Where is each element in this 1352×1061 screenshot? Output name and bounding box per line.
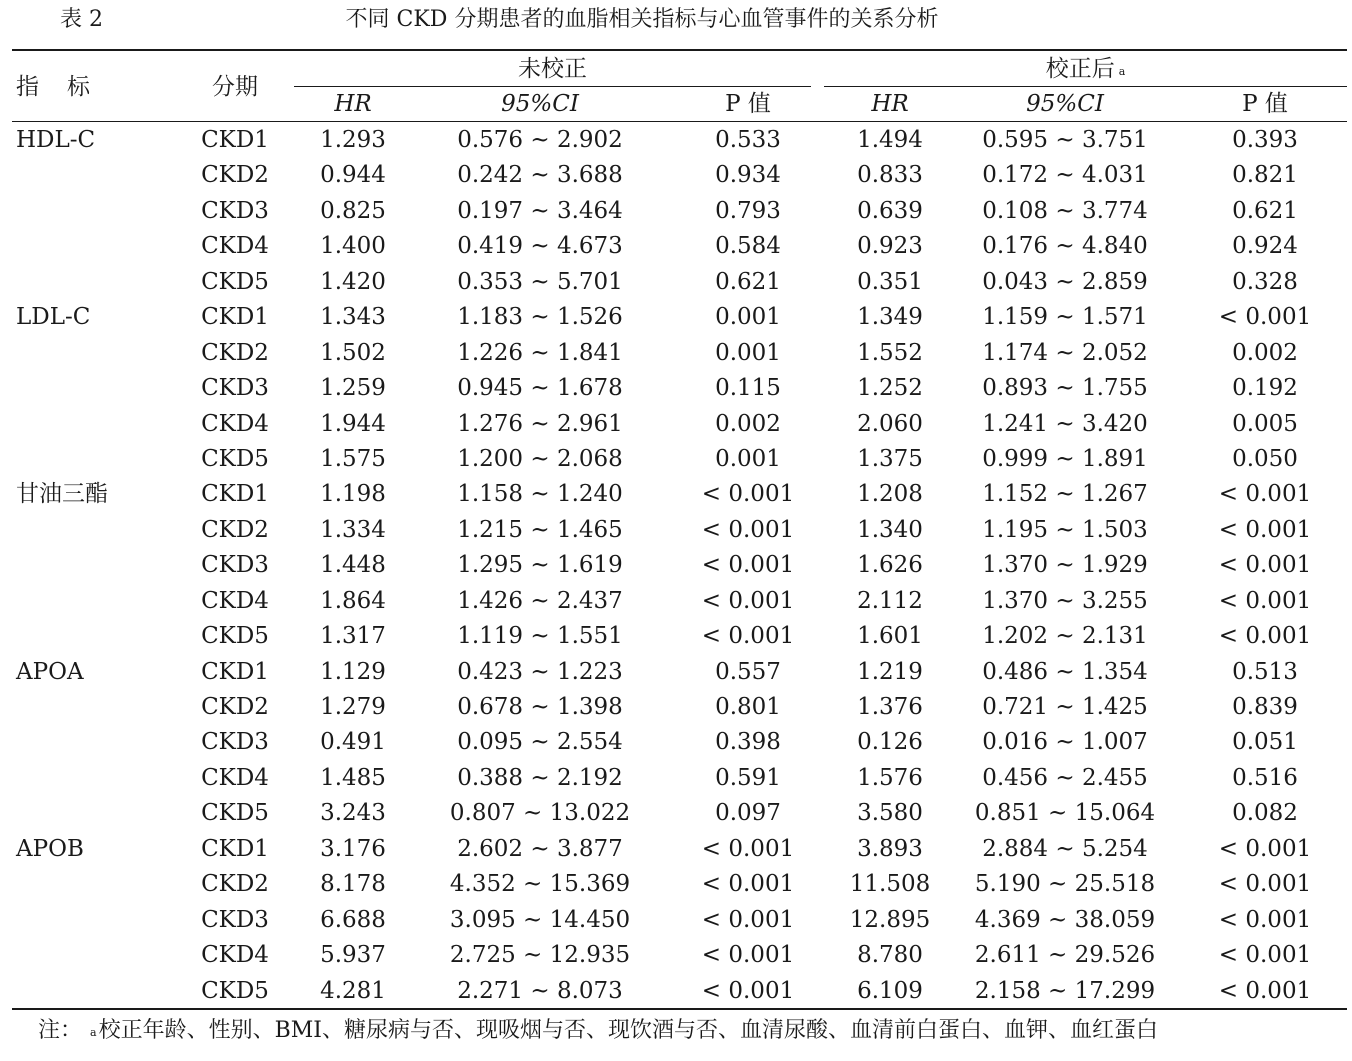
hr-adjusted-cell: 1.219 [857, 658, 923, 685]
table-row [0, 938, 1352, 973]
ci-adjusted-cell: 0.456 ~ 2.455 [982, 764, 1148, 791]
p-unadjusted-cell: < 0.001 [701, 871, 795, 898]
p-adjusted-cell: < 0.001 [1218, 587, 1312, 614]
indicator-cell: HDL-C [16, 127, 96, 153]
p-unadjusted-cell: 0.934 [715, 162, 781, 189]
ci-adjusted-cell: 0.108 ~ 3.774 [982, 197, 1148, 224]
stage-cell: CKD5 [201, 623, 269, 650]
stage-cell: CKD3 [201, 552, 269, 579]
table-row [0, 832, 1352, 867]
stage-cell: CKD3 [201, 729, 269, 756]
ci-unadjusted-cell: 2.602 ~ 3.877 [457, 835, 623, 862]
header-adjusted-footnote-mark: a [1118, 65, 1126, 78]
stage-cell: CKD3 [201, 906, 269, 933]
p-adjusted-cell: 0.839 [1232, 694, 1298, 720]
stage-cell: CKD3 [201, 375, 269, 402]
ci-unadjusted-cell: 2.725 ~ 12.935 [449, 942, 631, 969]
hr-unadjusted-cell: 1.259 [320, 375, 386, 402]
ci-unadjusted-cell: 0.388 ~ 2.192 [457, 764, 623, 791]
p-adjusted-cell: < 0.001 [1218, 516, 1312, 543]
p-adjusted-cell: < 0.001 [1218, 942, 1312, 969]
p-unadjusted-cell: < 0.001 [701, 977, 795, 1004]
header-ci-adjusted: 95%CI [1026, 91, 1104, 117]
p-adjusted-cell: < 0.001 [1218, 835, 1312, 862]
table-row [0, 690, 1352, 725]
ci-adjusted-cell: 0.172 ~ 4.031 [982, 162, 1148, 189]
table-row [0, 584, 1352, 619]
table-footnote [38, 1013, 1158, 1049]
p-unadjusted-cell: 0.557 [715, 658, 781, 685]
ci-unadjusted-cell: 3.095 ~ 14.450 [449, 906, 631, 933]
ci-unadjusted-cell: 0.419 ~ 4.673 [457, 233, 623, 260]
p-unadjusted-cell: 0.584 [715, 233, 781, 260]
table-row [0, 655, 1352, 690]
table-caption [0, 2, 1352, 38]
table-row [0, 761, 1352, 796]
p-adjusted-cell: 0.051 [1232, 729, 1298, 756]
header-hr-unadjusted: HR [334, 91, 372, 117]
hr-adjusted-cell: 3.580 [857, 800, 923, 827]
stage-cell: CKD1 [201, 481, 269, 508]
table-row [0, 229, 1352, 264]
hr-adjusted-cell: 1.208 [857, 481, 923, 508]
ci-unadjusted-cell: 4.352 ~ 15.369 [449, 871, 631, 898]
ci-adjusted-cell: 1.202 ~ 2.131 [982, 623, 1148, 650]
p-adjusted-cell: 0.082 [1232, 800, 1298, 827]
header-indicator: 指标 [16, 74, 118, 100]
stage-cell: CKD4 [201, 942, 269, 969]
ci-unadjusted-cell: 0.807 ~ 13.022 [449, 800, 631, 827]
hr-unadjusted-cell: 6.688 [320, 906, 386, 933]
hr-adjusted-cell: 1.576 [857, 764, 923, 791]
table-row [0, 548, 1352, 583]
header-hr-adjusted: HR [871, 91, 909, 117]
p-adjusted-cell: < 0.001 [1218, 871, 1312, 898]
stage-cell: CKD2 [201, 162, 269, 189]
ci-unadjusted-cell: 1.183 ~ 1.526 [457, 304, 623, 331]
ci-adjusted-cell: 4.369 ~ 38.059 [974, 906, 1156, 933]
stage-cell: CKD4 [201, 233, 269, 260]
hr-adjusted-cell: 1.494 [857, 127, 923, 153]
p-unadjusted-cell: 0.002 [715, 410, 781, 437]
ci-adjusted-cell: 2.158 ~ 17.299 [974, 977, 1156, 1004]
hr-unadjusted-cell: 1.502 [320, 339, 386, 366]
header-group-unadjusted-label: 未校正 [518, 56, 587, 82]
hr-adjusted-cell: 3.893 [857, 835, 923, 862]
ci-adjusted-cell: 0.893 ~ 1.755 [982, 375, 1148, 402]
ci-adjusted-cell: 1.370 ~ 3.255 [982, 587, 1148, 614]
p-unadjusted-cell: < 0.001 [701, 552, 795, 579]
header-ci-unadjusted: 95%CI [501, 91, 579, 117]
hr-adjusted-cell: 1.375 [857, 445, 923, 472]
hr-adjusted-cell: 0.639 [857, 197, 923, 224]
table-row [0, 867, 1352, 902]
hr-unadjusted-cell: 1.400 [320, 233, 386, 260]
stage-cell: CKD2 [201, 694, 269, 720]
ci-unadjusted-cell: 1.200 ~ 2.068 [457, 445, 623, 472]
p-unadjusted-cell: < 0.001 [701, 942, 795, 969]
ci-adjusted-cell: 0.999 ~ 1.891 [982, 445, 1148, 472]
header-p-unadjusted: P 值 [725, 91, 771, 117]
ci-unadjusted-cell: 1.426 ~ 2.437 [457, 587, 623, 614]
ci-adjusted-cell: 0.043 ~ 2.859 [982, 268, 1148, 295]
p-adjusted-cell: 0.393 [1232, 127, 1298, 153]
hr-adjusted-cell: 2.060 [857, 410, 923, 437]
ci-adjusted-cell: 1.370 ~ 1.929 [982, 552, 1148, 579]
hr-adjusted-cell: 1.376 [857, 694, 923, 720]
top-rule [12, 49, 1347, 51]
hr-unadjusted-cell: 1.279 [320, 694, 386, 720]
hr-adjusted-cell: 8.780 [857, 942, 923, 969]
ci-adjusted-cell: 2.611 ~ 29.526 [974, 942, 1156, 969]
ci-unadjusted-cell: 0.353 ~ 5.701 [457, 268, 623, 295]
table-row [0, 300, 1352, 335]
p-unadjusted-cell: 0.398 [715, 729, 781, 756]
hr-adjusted-cell: 1.601 [857, 623, 923, 650]
footnote-mark: a [90, 1026, 97, 1039]
p-unadjusted-cell: 0.115 [715, 375, 781, 402]
ci-adjusted-cell: 1.174 ~ 2.052 [982, 339, 1148, 366]
footnote-prefix: 注： [38, 1018, 83, 1043]
p-adjusted-cell: < 0.001 [1218, 481, 1312, 508]
hr-adjusted-cell: 0.833 [857, 162, 923, 189]
stage-cell: CKD5 [201, 800, 269, 827]
hr-adjusted-cell: 11.508 [849, 871, 931, 898]
ci-unadjusted-cell: 0.095 ~ 2.554 [457, 729, 623, 756]
table-label: 表 2 [60, 7, 103, 32]
ci-adjusted-cell: 0.176 ~ 4.840 [982, 233, 1148, 260]
p-adjusted-cell: 0.005 [1232, 410, 1298, 437]
ci-adjusted-cell: 0.595 ~ 3.751 [982, 127, 1148, 153]
table-row [0, 619, 1352, 654]
hr-unadjusted-cell: 0.491 [320, 729, 386, 756]
p-unadjusted-cell: 0.793 [715, 197, 781, 224]
stage-cell: CKD2 [201, 871, 269, 898]
hr-unadjusted-cell: 0.825 [320, 197, 386, 224]
ci-unadjusted-cell: 1.119 ~ 1.551 [457, 623, 623, 650]
stage-cell: CKD1 [201, 304, 269, 331]
hr-adjusted-cell: 1.349 [857, 304, 923, 331]
stage-cell: CKD4 [201, 587, 269, 614]
indicator-cell: LDL-C [16, 304, 91, 331]
hr-unadjusted-cell: 1.864 [320, 587, 386, 614]
p-adjusted-cell: < 0.001 [1218, 906, 1312, 933]
bottom-rule [12, 1008, 1347, 1010]
ci-adjusted-cell: 2.884 ~ 5.254 [982, 835, 1148, 862]
table-row [0, 123, 1352, 158]
table-row [0, 796, 1352, 831]
p-unadjusted-cell: 0.097 [715, 800, 781, 827]
stage-cell: CKD2 [201, 339, 269, 366]
table-row [0, 725, 1352, 760]
table-row [0, 158, 1352, 193]
p-adjusted-cell: < 0.001 [1218, 623, 1312, 650]
table-row [0, 371, 1352, 406]
ci-unadjusted-cell: 0.197 ~ 3.464 [457, 197, 623, 224]
header-stage: 分期 [212, 74, 258, 100]
p-unadjusted-cell: 0.533 [715, 127, 781, 153]
p-unadjusted-cell: 0.001 [715, 339, 781, 366]
hr-unadjusted-cell: 0.944 [320, 162, 386, 189]
hr-adjusted-cell: 1.552 [857, 339, 923, 366]
p-adjusted-cell: 0.924 [1232, 233, 1298, 260]
ci-unadjusted-cell: 1.276 ~ 2.961 [457, 410, 623, 437]
indicator-cell: 甘油三酯 [16, 481, 108, 508]
table-row [0, 974, 1352, 1009]
header-group-adjusted-label: 校正后 [1045, 56, 1115, 82]
stage-cell: CKD5 [201, 977, 269, 1004]
p-adjusted-cell: < 0.001 [1218, 304, 1312, 331]
hr-unadjusted-cell: 3.176 [320, 835, 386, 862]
stage-cell: CKD5 [201, 268, 269, 295]
ci-unadjusted-cell: 1.295 ~ 1.619 [457, 552, 623, 579]
hr-unadjusted-cell: 1.334 [320, 516, 386, 543]
stage-cell: CKD1 [201, 835, 269, 862]
ci-adjusted-cell: 0.721 ~ 1.425 [982, 694, 1148, 720]
stage-cell: CKD1 [201, 127, 269, 153]
hr-unadjusted-cell: 4.281 [320, 977, 386, 1004]
table-row [0, 903, 1352, 938]
p-adjusted-cell: 0.513 [1232, 658, 1298, 685]
ci-unadjusted-cell: 1.215 ~ 1.465 [457, 516, 623, 543]
stage-cell: CKD4 [201, 410, 269, 437]
header-group-unadjusted [294, 52, 811, 87]
p-unadjusted-cell: < 0.001 [701, 906, 795, 933]
stage-cell: CKD1 [201, 658, 269, 685]
table-row [0, 442, 1352, 477]
p-adjusted-cell: 0.516 [1232, 764, 1298, 791]
ci-adjusted-cell: 1.195 ~ 1.503 [982, 516, 1148, 543]
hr-unadjusted-cell: 8.178 [320, 871, 386, 898]
ci-adjusted-cell: 1.152 ~ 1.267 [982, 481, 1148, 508]
p-adjusted-cell: 0.328 [1232, 268, 1298, 295]
hr-unadjusted-cell: 1.317 [320, 623, 386, 650]
hr-unadjusted-cell: 1.448 [320, 552, 386, 579]
p-adjusted-cell: 0.192 [1232, 375, 1298, 402]
hr-adjusted-cell: 6.109 [857, 977, 923, 1004]
p-unadjusted-cell: < 0.001 [701, 481, 795, 508]
p-unadjusted-cell: 0.801 [715, 694, 781, 720]
ci-unadjusted-cell: 0.576 ~ 2.902 [457, 127, 623, 153]
ci-adjusted-cell: 0.016 ~ 1.007 [982, 729, 1148, 756]
table-row [0, 407, 1352, 442]
hr-unadjusted-cell: 1.293 [320, 127, 386, 153]
ci-unadjusted-cell: 0.945 ~ 1.678 [457, 375, 623, 402]
p-adjusted-cell: 0.050 [1232, 445, 1298, 472]
table-row [0, 513, 1352, 548]
hr-adjusted-cell: 2.112 [857, 587, 923, 614]
indicator-cell: APOA [16, 658, 84, 685]
p-adjusted-cell: < 0.001 [1218, 552, 1312, 579]
header-p-adjusted: P 值 [1242, 91, 1288, 117]
ci-adjusted-cell: 0.486 ~ 1.354 [982, 658, 1148, 685]
p-unadjusted-cell: < 0.001 [701, 516, 795, 543]
hr-adjusted-cell: 1.340 [857, 516, 923, 543]
p-unadjusted-cell: < 0.001 [701, 587, 795, 614]
p-adjusted-cell: 0.002 [1232, 339, 1298, 366]
hr-unadjusted-cell: 1.198 [320, 481, 386, 508]
table-row [0, 336, 1352, 371]
p-unadjusted-cell: < 0.001 [701, 623, 795, 650]
indicator-cell: APOB [16, 835, 84, 862]
ci-unadjusted-cell: 0.423 ~ 1.223 [457, 658, 623, 685]
table-row [0, 477, 1352, 512]
footnote-text: 校正年龄、性别、BMI、糖尿病与否、现吸烟与否、现饮酒与否、血清尿酸、血清前白蛋白、血钾、血红蛋白 [98, 1018, 1158, 1043]
ci-adjusted-cell: 1.241 ~ 3.420 [982, 410, 1148, 437]
ci-unadjusted-cell: 1.226 ~ 1.841 [457, 339, 623, 366]
ci-unadjusted-cell: 1.158 ~ 1.240 [457, 481, 623, 508]
ci-unadjusted-cell: 0.678 ~ 1.398 [457, 694, 623, 720]
p-unadjusted-cell: 0.001 [715, 304, 781, 331]
p-unadjusted-cell: 0.621 [715, 268, 781, 295]
p-unadjusted-cell: < 0.001 [701, 835, 795, 862]
ci-unadjusted-cell: 0.242 ~ 3.688 [457, 162, 623, 189]
stage-cell: CKD5 [201, 445, 269, 472]
p-adjusted-cell: < 0.001 [1218, 977, 1312, 1004]
ci-adjusted-cell: 5.190 ~ 25.518 [974, 871, 1156, 898]
ci-unadjusted-cell: 2.271 ~ 8.073 [457, 977, 623, 1004]
hr-adjusted-cell: 1.252 [857, 375, 923, 402]
p-adjusted-cell: 0.821 [1232, 162, 1298, 189]
hr-unadjusted-cell: 1.129 [320, 658, 386, 685]
hr-adjusted-cell: 0.351 [857, 268, 923, 295]
p-unadjusted-cell: 0.591 [715, 764, 781, 791]
ci-adjusted-cell: 1.159 ~ 1.571 [982, 304, 1148, 331]
hr-adjusted-cell: 1.626 [857, 552, 923, 579]
header-group-adjusted [824, 52, 1347, 87]
header-rule [12, 121, 1347, 122]
stage-cell: CKD3 [201, 197, 269, 224]
hr-unadjusted-cell: 1.485 [320, 764, 386, 791]
hr-unadjusted-cell: 5.937 [320, 942, 386, 969]
hr-unadjusted-cell: 3.243 [320, 800, 386, 827]
p-unadjusted-cell: 0.001 [715, 445, 781, 472]
table-title: 不同 CKD 分期患者的血脂相关指标与心血管事件的关系分析 [345, 7, 939, 32]
hr-unadjusted-cell: 1.575 [320, 445, 386, 472]
hr-unadjusted-cell: 1.343 [320, 304, 386, 331]
hr-unadjusted-cell: 1.420 [320, 268, 386, 295]
hr-adjusted-cell: 12.895 [849, 906, 931, 933]
p-adjusted-cell: 0.621 [1232, 197, 1298, 224]
stage-cell: CKD2 [201, 516, 269, 543]
hr-adjusted-cell: 0.923 [857, 233, 923, 260]
table-row [0, 194, 1352, 229]
ci-adjusted-cell: 0.851 ~ 15.064 [974, 800, 1156, 827]
hr-unadjusted-cell: 1.944 [320, 410, 386, 437]
table-body [0, 123, 1352, 1009]
hr-adjusted-cell: 0.126 [857, 729, 923, 756]
stage-cell: CKD4 [201, 764, 269, 791]
table-row [0, 265, 1352, 300]
